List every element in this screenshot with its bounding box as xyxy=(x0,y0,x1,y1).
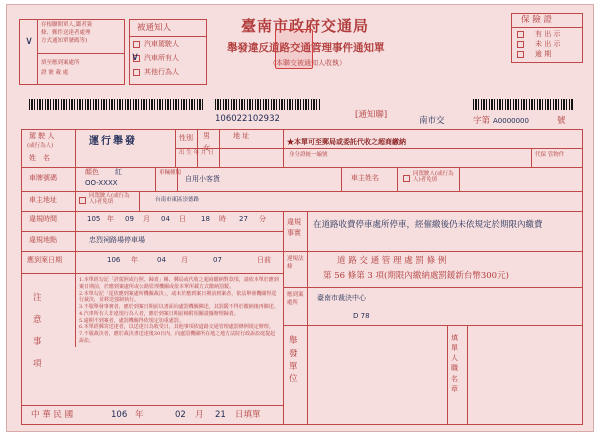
deadline-year-unit: 年 xyxy=(131,256,138,264)
driver-label-3: 姓 名 xyxy=(29,154,50,162)
office-code: D 78 xyxy=(353,312,370,320)
time-minute: 27 xyxy=(239,215,248,223)
stub-line-1: 存根聯開單人,鑑者簽 xyxy=(41,22,93,28)
custody-label: 代保 管物件 xyxy=(535,152,565,158)
time-year-unit: 年 xyxy=(107,215,114,223)
sex-male-label: 男 xyxy=(203,132,210,140)
statute-line-1: 道 路 交 通 管 理 處 罰 條 例 xyxy=(337,256,447,266)
option-driver-checkbox[interactable] xyxy=(133,41,140,48)
deadline-day: 07 xyxy=(213,256,222,264)
driver-label-2: (或行為人) xyxy=(27,143,54,149)
time-year: 105 xyxy=(87,215,101,223)
payment-note: ★本單可至郵局或委託代收之超商繳納 xyxy=(287,137,406,146)
owner-address-same-checkbox[interactable] xyxy=(79,197,86,204)
agency-title: 臺南市政府交通局 xyxy=(241,17,370,35)
id-label: 身分證統一編號 xyxy=(289,152,328,158)
notified-party-title: 被通知人 xyxy=(137,23,172,33)
statute-label: 違規法條 xyxy=(287,256,304,271)
driver-label-1: 駕 駛 人 xyxy=(29,132,55,140)
violation-fact-value: 在道路收費停車處所停車，經催繳後仍未依規定於期限內繳費 xyxy=(313,220,543,230)
notice-label: 注 意 事 項 xyxy=(33,293,42,370)
hao-label: 號 xyxy=(557,116,566,126)
violation-fact-label: 違規事實 xyxy=(287,218,301,238)
left-barcode xyxy=(29,99,205,110)
vehicle-type-label: 車輛種類 xyxy=(159,170,182,176)
time-hour-unit: 時 xyxy=(219,215,226,223)
notice-item-6: 6.本單經郵寄送達者，以送達日為收受日，其他事項依道路交通管理處罰條例規定辦理。 xyxy=(79,324,274,331)
ticket-paper xyxy=(6,4,594,432)
address-label: 地 址 xyxy=(233,132,250,140)
violation-time-label: 違規時間 xyxy=(29,215,57,223)
time-month: 09 xyxy=(125,215,134,223)
owner-address-note: 同駕駛人(或行為人)者免填 xyxy=(89,193,130,205)
time-month-unit: 月 xyxy=(143,215,150,223)
insurance-title: 保 險 證 xyxy=(521,15,552,25)
copy-note: （本聯交被通知人收執） xyxy=(269,59,346,67)
deadline-month-unit: 月 xyxy=(181,256,188,264)
stub-instructions-box xyxy=(19,19,125,85)
stub-line-3: 方式通知單號碼等) xyxy=(41,38,88,44)
color-label: 顏色 xyxy=(85,168,99,176)
violation-place-label: 違規地點 xyxy=(29,236,57,244)
time-hour: 18 xyxy=(201,215,210,223)
violation-place-value: 忠烈祠路場停車場 xyxy=(89,236,145,244)
time-day-unit: 日 xyxy=(179,215,186,223)
footer-month-unit: 月 xyxy=(195,410,204,420)
statute-line-2: 第 56 條第 3 項(期限內繳納處罰鍰新台幣300元) xyxy=(323,271,509,281)
official-seal-stamp xyxy=(275,29,313,69)
insurance-expired-label: 逾 期 xyxy=(535,50,552,58)
signer-label: 填單人職名章 xyxy=(451,334,458,393)
deadline-year: 106 xyxy=(107,256,121,264)
deadline-suffix: 日前 xyxy=(257,256,271,264)
office-label: 應到案處所 xyxy=(287,292,304,307)
middle-barcode xyxy=(215,99,321,110)
footer-month: 02 xyxy=(175,410,186,420)
owner-same-note: 同駕駛人(或行為人)者免填 xyxy=(413,171,454,183)
footer-year: 106 xyxy=(111,410,128,420)
notice-item-7: 7.不服裁決者，應於裁決書送達後30日內，向處罰機關所在地之地方法院行政訴訟庭提起訴訟。 xyxy=(79,331,276,344)
stub-line-2: 條、郵件送達者處理 xyxy=(41,30,91,36)
notice-item-2: 2.本單勾記「逕依應到案處所機關裁決」，或未於應到案日期前到案者，依法舉發機關得逕行裁決，並移送強制執行。 xyxy=(79,290,277,304)
check-mark-icon: ∨ xyxy=(25,34,34,47)
insurance-not-shown-checkbox[interactable] xyxy=(517,41,524,48)
notice-item-5: 5.逾期不到案者，處罰機關得依規定加重處罰。 xyxy=(79,317,184,324)
sex-label: 性別 xyxy=(179,134,193,142)
deadline-label: 應到案日期 xyxy=(27,256,62,264)
office-value: 臺南市裁決中心 xyxy=(317,294,366,302)
owner-same-checkbox[interactable] xyxy=(403,175,410,182)
insurance-not-shown-label: 未 出 示 xyxy=(535,40,561,48)
owner-name-label: 車主姓名 xyxy=(351,174,379,182)
time-minute-unit: 分 xyxy=(259,215,266,223)
owner-check-icon: ∨ xyxy=(131,50,140,63)
stub-line-5: 證 號 載 處 xyxy=(41,70,69,76)
color-value: 紅 xyxy=(115,168,122,176)
stub-line-4: 填至應到案處所 xyxy=(41,60,80,66)
notice-item-3: 3.不服舉發事實者，應於到案日期前以書面向處罰機關陳述，其罰鍰不得於繳納後再陳述。 xyxy=(79,304,279,310)
plate-label: 車牌號碼 xyxy=(29,174,57,182)
word-label: 字第 xyxy=(473,116,491,126)
option-other-checkbox[interactable] xyxy=(133,69,140,76)
form-subtitle: 舉發違反道路交通管理事件通知單 xyxy=(227,42,385,54)
notice-list xyxy=(79,277,279,345)
owner-address-label: 車主地址 xyxy=(29,196,57,204)
insurance-shown-checkbox[interactable] xyxy=(517,31,524,38)
birth-label: 出 生 年 月 日 xyxy=(179,150,214,156)
ticket-serial: 106022102932 xyxy=(215,114,280,124)
plate-value: OO-XXXX xyxy=(85,179,118,187)
notice-item-4: 4.汽車所有人非違規行為人者，應於到案日期前檢附相關證據辦理歸責。 xyxy=(79,310,239,317)
option-owner-label: 汽車所有人 xyxy=(144,54,179,62)
footer-year-unit: 年 xyxy=(135,410,144,420)
right-barcode xyxy=(473,99,573,110)
vehicle-type-value: 自用小客貨 xyxy=(185,175,220,183)
issuing-unit-label: 舉發單位 xyxy=(289,336,298,385)
footer-day-unit: 日填單 xyxy=(235,410,261,420)
footer-day: 21 xyxy=(215,410,226,420)
owner-address-value: 台南市東區崇德路 xyxy=(155,197,200,203)
deadline-month: 04 xyxy=(157,256,166,264)
copy-label: [通知聯] xyxy=(355,110,388,120)
insurance-shown-label: 有 出 示 xyxy=(535,30,561,38)
sex-female-label: 女 xyxy=(203,144,210,152)
option-driver-label: 汽車駕駛人 xyxy=(144,40,179,48)
insurance-expired-checkbox[interactable] xyxy=(517,51,524,58)
driver-name-value: 運行舉發 xyxy=(89,136,137,147)
notice-item-1: 1.本單經勾記「詳駕照或行照、歸責」稱、郵局或代收之超商繳納對款項，請依本單於應到案日期前，於應到案處所或公路監理機關或依本單所載方式繳納罰鍰。 xyxy=(79,277,279,290)
ticket-region: 南市交 xyxy=(419,116,445,126)
time-day: 04 xyxy=(161,215,170,223)
option-other-label: 其他行為人 xyxy=(144,68,179,76)
ticket-number: A0000000 xyxy=(493,117,529,125)
footer-era: 中 華 民 國 xyxy=(31,410,74,420)
